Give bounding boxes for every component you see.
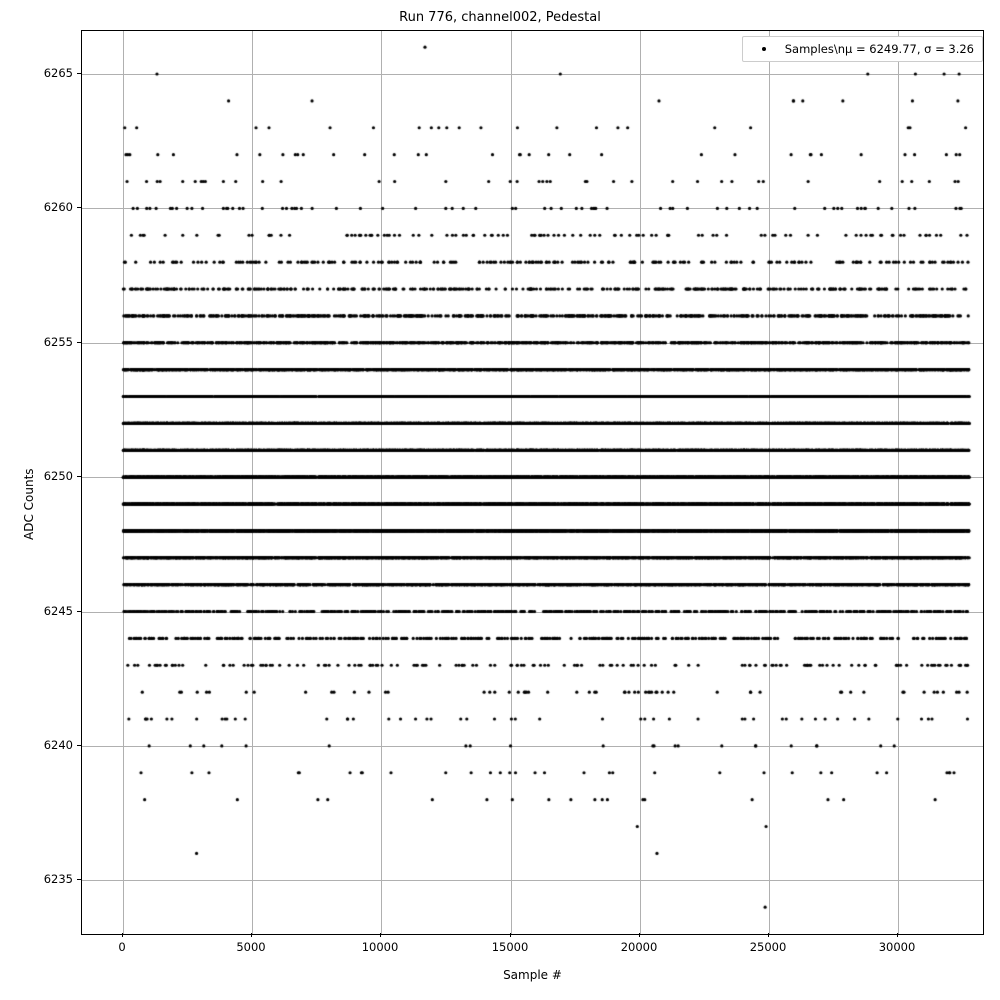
- y-tick-label: 6255: [43, 335, 73, 349]
- chart-title: Run 776, channel002, Pedestal: [399, 10, 601, 25]
- x-tick-label: 15000: [491, 940, 529, 954]
- x-tick-mark: [897, 933, 898, 937]
- y-axis-label: ADC Counts: [22, 468, 36, 540]
- x-tick-mark: [639, 933, 640, 937]
- y-tick-label: 6250: [43, 469, 73, 483]
- y-tick-label: 6235: [43, 872, 73, 886]
- x-tick-label: 0: [118, 940, 126, 954]
- x-tick-mark: [251, 933, 252, 937]
- x-tick-label: 10000: [361, 940, 399, 954]
- legend-label: Samples\nμ = 6249.77, σ = 3.26: [784, 42, 974, 56]
- y-tick-mark: [77, 879, 81, 880]
- x-tick-mark: [380, 933, 381, 937]
- x-tick-mark: [122, 933, 123, 937]
- scatter-marker-dot-icon: [762, 47, 766, 51]
- y-tick-mark: [77, 611, 81, 612]
- x-tick-label: 5000: [236, 940, 266, 954]
- x-tick-label: 25000: [749, 940, 787, 954]
- scatter-points: [82, 31, 984, 935]
- x-axis-label: Sample #: [503, 968, 562, 982]
- y-tick-label: 6245: [43, 604, 73, 618]
- y-tick-label: 6265: [43, 66, 73, 80]
- x-tick-mark: [510, 933, 511, 937]
- legend-marker: [751, 47, 777, 51]
- x-tick-label: 20000: [620, 940, 658, 954]
- y-tick-mark: [77, 342, 81, 343]
- x-tick-label: 30000: [878, 940, 916, 954]
- y-tick-mark: [77, 207, 81, 208]
- y-tick-mark: [77, 745, 81, 746]
- y-tick-label: 6260: [43, 200, 73, 214]
- y-tick-mark: [77, 73, 81, 74]
- plot-area: [81, 30, 984, 935]
- chart-legend: [742, 36, 983, 62]
- y-tick-mark: [77, 476, 81, 477]
- x-tick-mark: [768, 933, 769, 937]
- y-tick-label: 6240: [43, 738, 73, 752]
